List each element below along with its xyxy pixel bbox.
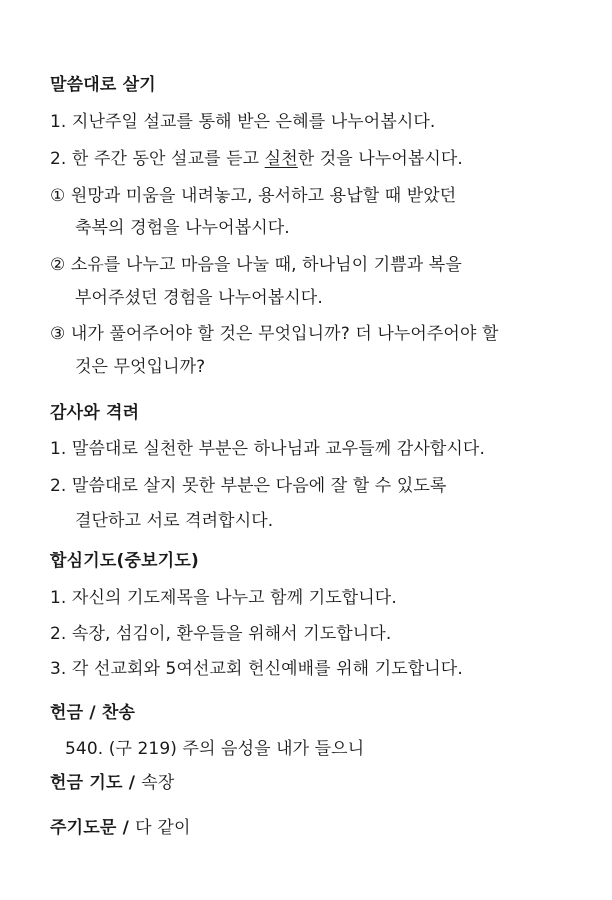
list-item: 2. 속장, 섬김이, 환우들을 위해서 기도합니다. <box>50 624 392 644</box>
section-heading-prayer: 합심기도(중보기도) <box>50 551 199 571</box>
list-item: 3. 각 선교회와 5여선교회 헌신예배를 위해 기도합니다. <box>50 659 463 679</box>
list-item-continuation: 결단하고 서로 격려합시다. <box>75 511 274 531</box>
heading-label: 헌금 기도 / <box>50 773 136 793</box>
hymn-line: 540. (구 219) 주의 음성을 내가 들으니 <box>65 739 365 759</box>
list-item-continuation: 것은 무엇입니까? <box>75 357 206 377</box>
heading-value: 다 같이 <box>135 818 191 838</box>
section-heading-lords-prayer <box>50 813 191 838</box>
list-item <box>50 144 463 169</box>
list-item: 1. 자신의 기도제목을 나누고 함께 기도합니다. <box>50 588 397 608</box>
list-item-continuation: 축복의 경험을 나누어봅시다. <box>75 218 290 238</box>
underlined-text: 실천 <box>264 149 298 169</box>
section-heading-thanks: 감사와 격려 <box>50 403 140 423</box>
list-item: ③ 내가 풀어주어야 할 것은 무엇입니까? 더 나누어주어야 할 <box>50 324 499 344</box>
list-item: ① 원망과 미움을 내려놓고, 용서하고 용납할 때 받았던 <box>50 186 457 206</box>
list-item: 1. 말씀대로 실천한 부분은 하나님과 교우들께 감사합시다. <box>50 439 485 459</box>
heading-value: 속장 <box>141 773 175 793</box>
section-heading-offering-hymn: 헌금 / 찬송 <box>50 703 136 723</box>
list-item: ② 소유를 나누고 마음을 나눌 때, 하나님이 기쁨과 복을 <box>50 255 462 275</box>
text-segment: 2. 한 주간 동안 설교를 듣고 <box>50 149 265 169</box>
section-heading-live-by-word: 말씀대로 살기 <box>50 75 156 95</box>
section-heading-offering-prayer <box>50 768 175 793</box>
list-item: 2. 말씀대로 살지 못한 부분은 다음에 잘 할 수 있도록 <box>50 476 447 496</box>
text-segment: 한 것을 나누어봅시다. <box>297 149 463 169</box>
list-item-continuation: 부어주셨던 경험을 나누어봅시다. <box>75 288 323 308</box>
list-item: 1. 지난주일 설교를 통해 받은 은혜를 나누어봅시다. <box>50 112 436 132</box>
heading-label: 주기도문 / <box>50 818 130 838</box>
